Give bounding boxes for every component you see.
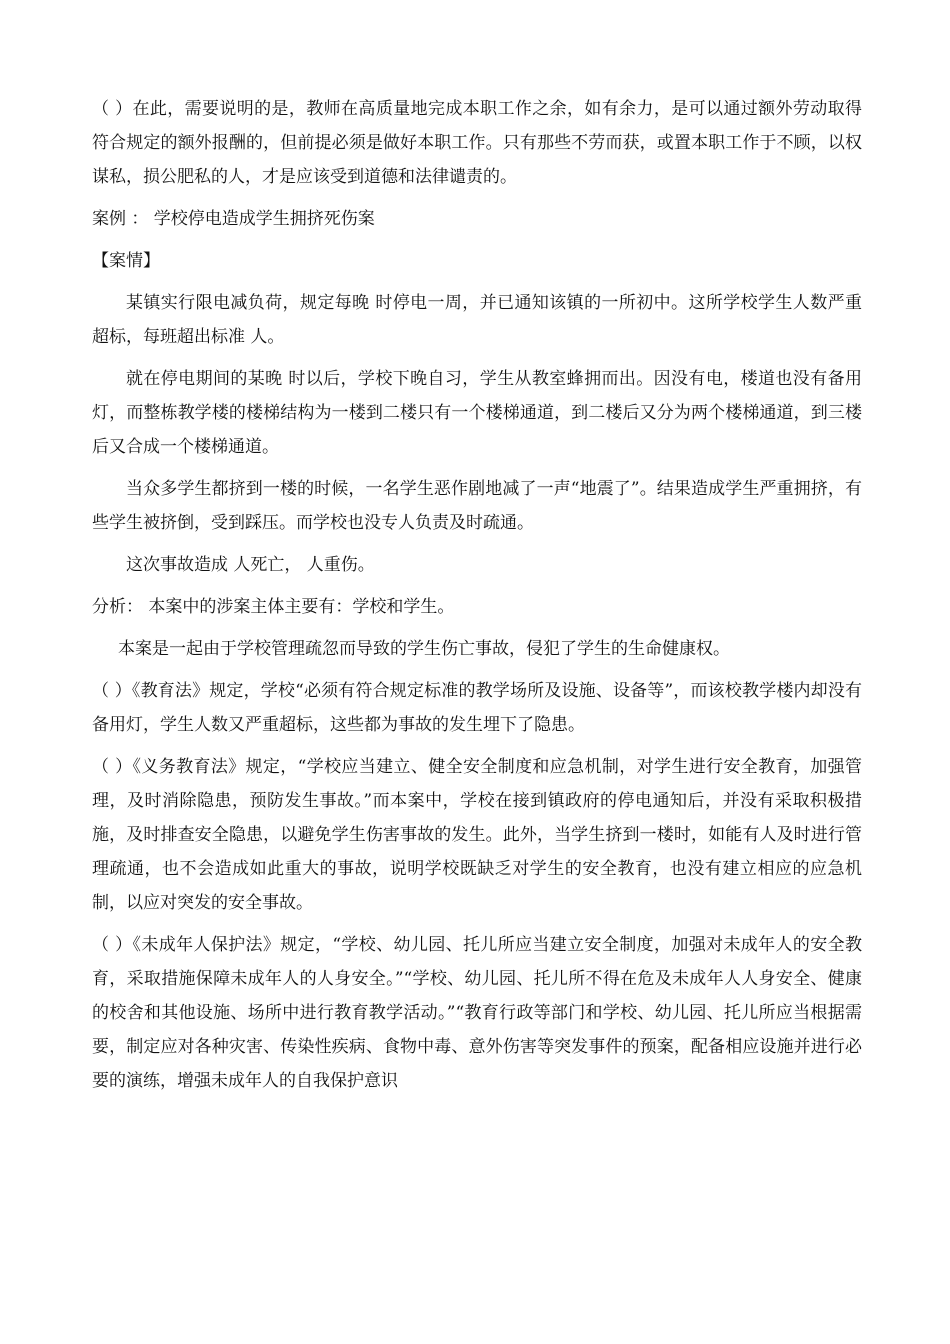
analysis-paragraph-2: （ ）《教育法》规定，学校“必须有符合规定标准的教学场所及设施、设备等”，而该校教学楼内却没有备用灯，学生人数又严重超标，这些都为事故的发生埋下了隐患。 [92,681,862,735]
analysis-intro: 分析： 本案中的涉案主体主要有：学校和学生。 [92,597,455,617]
analysis-paragraph-1: 本案是一起由于学校管理疏忽而导致的学生伤亡事故，侵犯了学生的生命健康权。 [118,639,730,659]
analysis-paragraph-3: （ ）《义务教育法》规定，“学校应当建立、健全安全制度和应急机制，对学生进行安全教育，加强管理，及时消除隐患，预防发生事故。”而本案中，学校在接到镇政府的停电通知后，并没有采取积极措施，及时排查安全隐患，以避免学生伤害事故的发生。此外，当学生挤到一楼时，如能有人及时进行管理疏通，也不会造成如此重大的事故，说明学校既缺乏对学生的安全教育，也没有建立相应的应急机制，以应对突发的安全事故。 [92,757,862,913]
case-heading: 【案情】 [92,251,160,271]
case-paragraph-4: 这次事故造成 人死亡， 人重伤。 [126,555,375,575]
paragraph-intro: （ ）在此，需要说明的是，教师在高质量地完成本职工作之余，如有余力，是可以通过额外劳动取得符合规定的额外报酬的，但前提必须是做好本职工作。只有那些不劳而获，或置本职工作于不顾，以权谋私，损公肥私的人，才是应该受到道德和法律谴责的。 [92,99,862,187]
case-paragraph-3: 当众多学生都挤到一楼的时候，一名学生恶作剧地减了一声“地震了”。结果造成学生严重拥挤，有些学生被挤倒，受到踩压。而学校也没专人负责及时疏通。 [92,479,862,533]
document-page [92,92,862,1106]
case-title: 案例 ： 学校停电造成学生拥挤死伤案 [92,209,375,229]
case-paragraph-1: 某镇实行限电减负荷，规定每晚 时停电一周，并已通知该镇的一所初中。这所学校学生人数严重超标，每班超出标准 人。 [92,293,862,347]
case-paragraph-2: 就在停电期间的某晚 时以后，学校下晚自习，学生从教室蜂拥而出。因没有电，楼道也没有备用灯，而整栋教学楼的楼梯结构为一楼到二楼只有一个楼梯通道，到二楼后又分为两个楼梯通道，到三楼后又合成一个楼梯通道。 [92,369,862,457]
analysis-paragraph-4: （ ）《未成年人保护法》规定，“学校、幼儿园、托儿所应当建立安全制度，加强对未成年人的安全教育，采取措施保障未成年人的人身安全。”“学校、幼儿园、托儿所不得在危及未成年人人身安全、健康的校舍和其他设施、场所中进行教育教学活动。”“教育行政等部门和学校、幼儿园、托儿所应当根据需要，制定应对各种灾害、传染性疾病、食物中毒、意外伤害等突发事件的预案，配备相应设施并进行必要的演练，增强未成年人的自我保护意识 [92,935,862,1091]
